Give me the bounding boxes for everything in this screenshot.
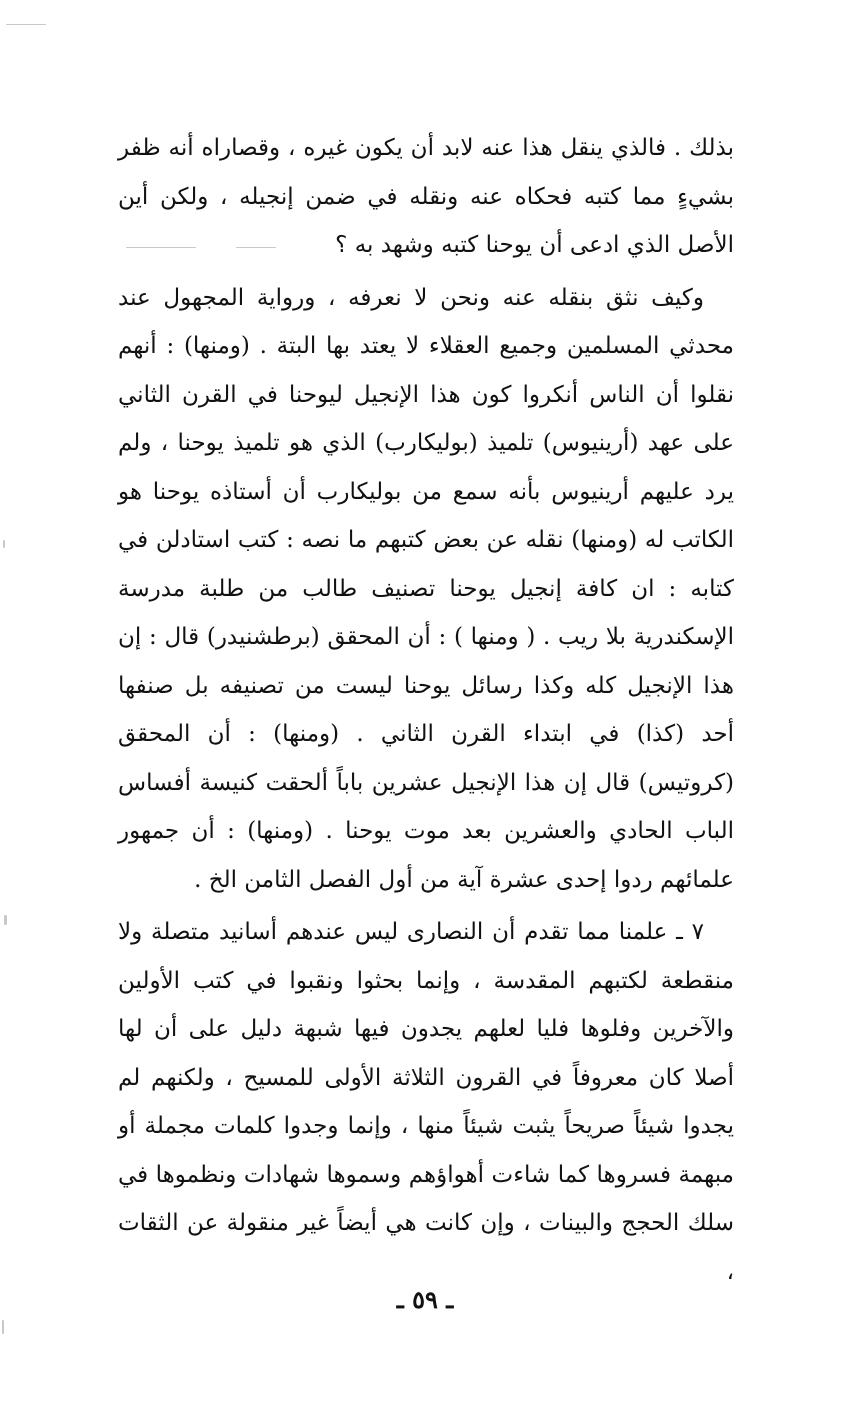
page-number: ـ ٥٩ ـ bbox=[396, 1285, 454, 1314]
scan-speck bbox=[2, 1320, 4, 1334]
scan-speck bbox=[6, 24, 46, 25]
scan-speck bbox=[126, 247, 196, 248]
scan-speck bbox=[4, 915, 7, 925]
body-text bbox=[118, 124, 734, 1296]
paragraph-1: بذلك . فالذي ينقل هذا عنه لابد أن يكون غيره ، وقصاراه أنه ظفر بشيءٍ مما كتبه فحكاه عنه ونقله في ضمن إنجيله ، ولكن أين الأصل الذي ادعى أن يوحنا كتبه وشهد به ؟ bbox=[118, 135, 734, 258]
scan-speck bbox=[3, 540, 5, 548]
paragraph-3: ٧ ـ علمنا مما تقدم أن النصارى ليس عندهم أسانيد متصلة ولا منقطعة لكتبهم المقدسة ، وإنما بحثوا ونقبوا في كتب الأولين والآخرين وفلوها فليا لعلهم يجدون فيها شبهة دليل على أن لها أصلا كان معروفاً في القرون الثلاثة الأولى للمسيح ، ولكنهم لم يجدوا شيئاً صريحاً يثبت شيئاً منها ، وإنما وجدوا كلمات مجملة أو مبهمة فسروها كما شاءت أهواؤهم وسموها شهادات ونظموها في سلك الحجج والبينات ، وإن كانت هي أيضاً غير منقولة عن الثقات ، bbox=[118, 919, 734, 1285]
paragraph-2: وكيف نثق بنقله عنه ونحن لا نعرفه ، ورواية المجهول عند محدثي المسلمين وجميع العقلاء لا يعتد بها البتة . (ومنها) : أنهم نقلوا أن الناس أنكروا كون هذا الإنجيل ليوحنا في القرن الثاني على عهد (أرينيوس) تلميذ (بوليكارب) الذي هو تلميذ يوحنا ، ولم يرد عليهم أرينيوس بأنه سمع من بوليكارب أن أستاذه يوحنا هو الكاتب له (ومنها) نقله عن بعض كتبهم ما نصه : كتب استادلن في كتابه : ان كافة إنجيل يوحنا تصنيف طالب من طلبة مدرسة الإسكندرية بلا ريب . ( ومنها ) : أن المحقق (برطشنيدر) قال : إن هذا الإنجيل كله وكذا رسائل يوحنا ليست من تصنيفه بل صنفها أحد (كذا) في ابتداء القرن الثاني . (ومنها) : أن المحقق (كروتيس) قال إن هذا الإنجيل عشرين باباً ألحقت كنيسة أفساس الباب الحادي والعشرين بعد موت يوحنا . (ومنها) : أن جمهور علمائهم ردوا إحدى عشرة آية من أول الفصل الثامن الخ . bbox=[118, 284, 734, 893]
scan-speck bbox=[236, 247, 276, 248]
